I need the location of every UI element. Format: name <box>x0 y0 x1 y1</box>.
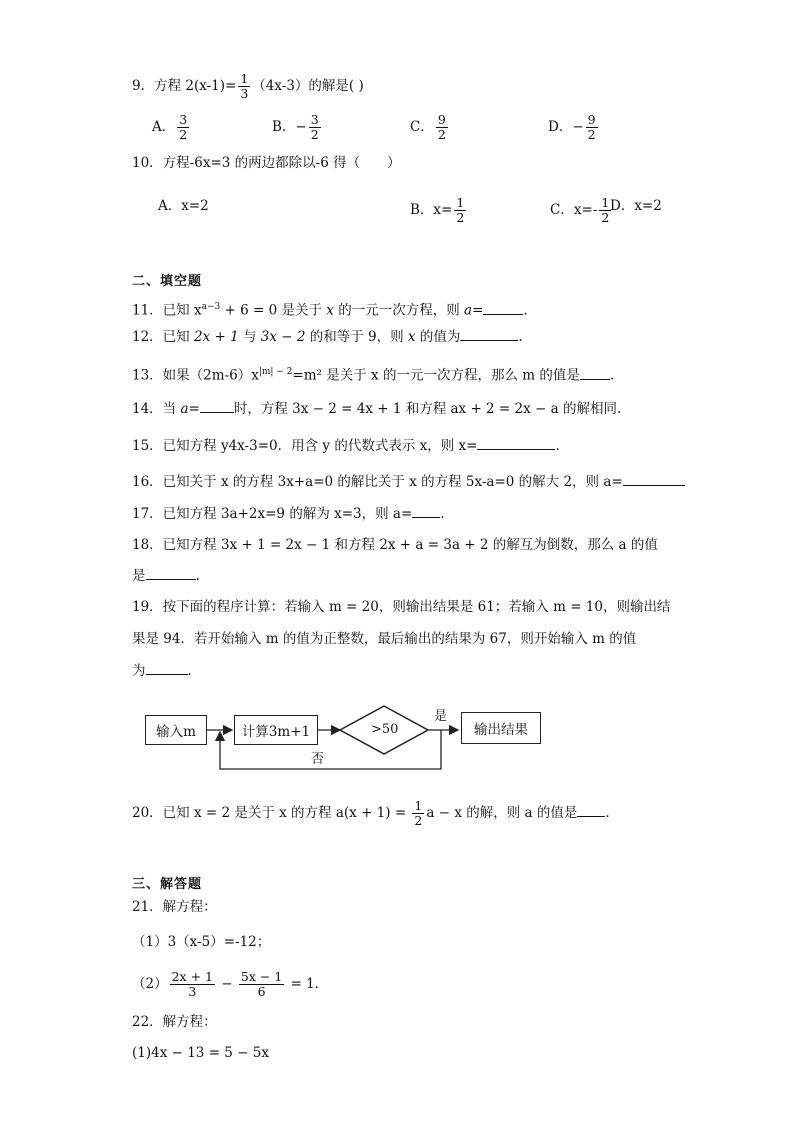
flow-condition: >50 <box>371 722 399 737</box>
answer-blank[interactable] <box>577 802 605 817</box>
option-b[interactable]: B．x= $\frac{1}{2}$ <box>410 195 465 225</box>
flow-no-label: 否 <box>311 752 325 767</box>
option-c[interactable]: C． $\frac{9}{2}$ <box>410 112 446 142</box>
option-d[interactable]: D．− $\frac{9}{2}$ <box>548 112 596 142</box>
question-21-part1: （1）3（x-5）=-12； <box>132 934 271 950</box>
option-b[interactable]: B．− $\frac{3}{2}$ <box>272 112 319 142</box>
question-13: 13．如果$(2m-6)x^{|m| - 2}=m^2$ 是关于 x 的一元一次方程，那么 m 的值是 . <box>132 362 614 386</box>
option-a[interactable]: A．x=2 <box>158 198 209 214</box>
question-21: 21．解方程： <box>132 899 217 915</box>
section-title-fill-blank: 二、填空题 <box>132 274 203 289</box>
option-c[interactable]: C．x=- $\frac{1}{2}$ <box>550 195 610 225</box>
fraction: $\frac{1}{3}$ <box>240 71 249 101</box>
question-15: 15．已知方程 y4x-3=0．用含 y 的代数式表示 x，则 x= . <box>132 435 560 456</box>
question-18: 18．已知方程 3x + 1 = 2x − 1 和方程 2x + a = 3a + 2 的解互为倒数，那么 a 的值 <box>132 537 658 553</box>
question-19-line3: 为 . <box>132 660 192 681</box>
question-19: 19．按下面的程序计算：若输入 m = 20，则输出结果是 61；若输入 m = 10，则输出结 <box>132 599 671 615</box>
question-9: 9．方程 2(x-1)= $\frac{1}{3}$ （4x-3）的解是( ) <box>132 71 364 101</box>
question-19-line2: 果是 94．若开始输入 m 的值为正整数，最后输出的结果为 67，则开始输入 m 的值 <box>132 631 637 647</box>
option-a[interactable]: A． $\frac{3}{2}$ <box>152 112 188 142</box>
flow-compute-box: 计算3m+1 <box>234 715 318 745</box>
question-20: 20．已知 x = 2 是关于 x 的方程 a(x + 1) = $\frac{1}{2}$ a − x 的解，则 a 的值是 . <box>132 798 610 828</box>
option-d[interactable]: D．x=2 <box>610 198 662 214</box>
question-11: 11．已知 $x^{a-3} + 6 = 0$ 是关于 x 的一元一次方程，则 a= . <box>132 297 528 321</box>
question-22-part1: (1)4x − 13 = 5 − 5x <box>132 1045 269 1061</box>
flow-input-box: 输入m <box>145 715 207 745</box>
question-22: 22．解方程： <box>132 1014 217 1030</box>
question-18-cont: 是 . <box>132 565 200 586</box>
question-12: 12．已知 2x + 1 与 3x − 2 的和等于 9，则 x 的值为 . <box>132 326 523 347</box>
section-title-solve: 三、解答题 <box>132 877 203 892</box>
question-21-part2: （2） $\frac{2x + 1}{3}$ − $\frac{5x - 1}{6}$ = 1． <box>132 969 329 999</box>
question-14: 14．当 a= 时，方程 3x − 2 = 4x + 1 和方程 ax + 2 = 2x − a 的解相同. <box>132 398 621 419</box>
question-16: 16．已知关于 x 的方程 3x+a=0 的解比关于 x 的方程 5x-a=0 的解大 2，则 a= <box>132 471 685 492</box>
question-10: 10．方程-6x=3 的两边都除以-6 得（ ） <box>132 155 401 171</box>
flow-output-box: 输出结果 <box>461 712 541 744</box>
question-17: 17．已知方程 3a+2x=9 的解为 x=3，则 a= . <box>132 503 445 524</box>
flow-yes-label: 是 <box>434 709 448 724</box>
